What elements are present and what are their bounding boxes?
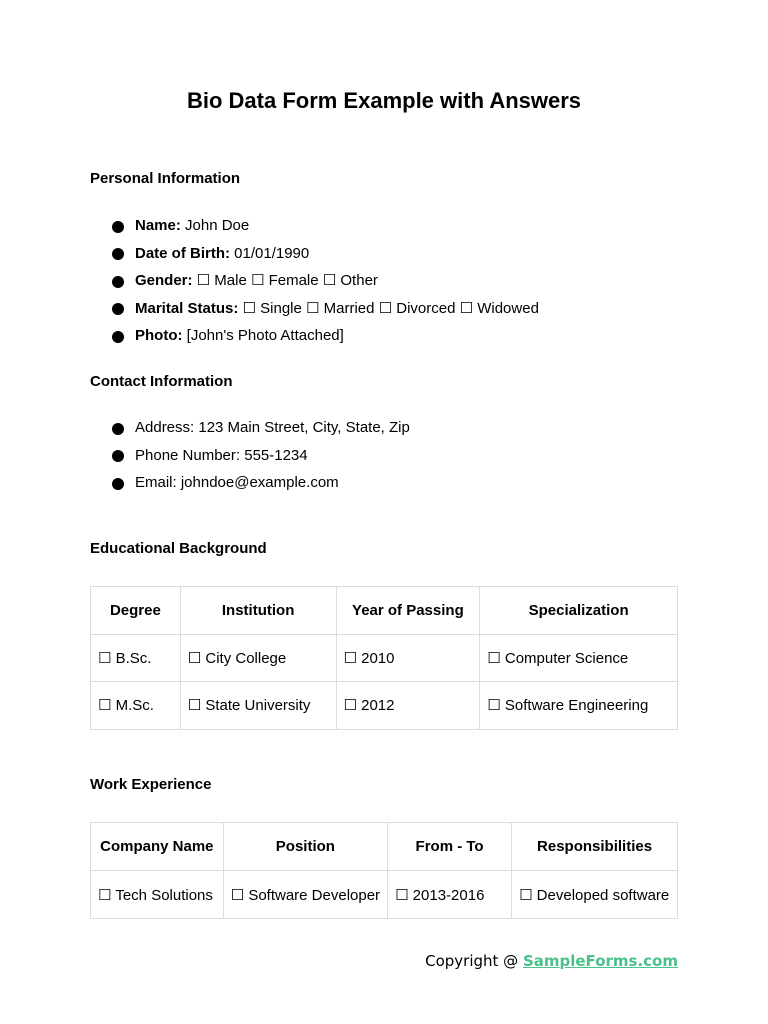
bullet-icon xyxy=(112,248,124,260)
field-label: Marital Status: xyxy=(135,299,239,317)
table-cell: ☐ Software Engineering xyxy=(480,682,678,730)
field-value: 01/01/1990 xyxy=(230,244,310,262)
table-header-row xyxy=(91,587,678,635)
personal-info-heading: Personal Information xyxy=(90,170,241,187)
contact-info-heading: Contact Information xyxy=(90,373,233,390)
column-header: Degree xyxy=(91,587,181,635)
table-row xyxy=(91,682,678,730)
copyright-text: Copyright @ xyxy=(425,952,523,970)
table-cell: ☐ Tech Solutions xyxy=(91,871,224,919)
list-item xyxy=(110,322,539,350)
table-cell: ☐ 2012 xyxy=(336,682,480,730)
column-header: Institution xyxy=(180,587,336,635)
list-item xyxy=(110,295,539,323)
work-heading: Work Experience xyxy=(90,776,212,793)
bullet-icon xyxy=(112,276,124,288)
column-header: Position xyxy=(223,823,387,871)
bullet-icon xyxy=(112,331,124,343)
bullet-icon xyxy=(112,423,124,435)
list-item xyxy=(110,212,539,240)
personal-info-list xyxy=(110,212,539,350)
contact-email: Email: johndoe@example.com xyxy=(135,474,339,491)
field-value: ☐ Male ☐ Female ☐ Other xyxy=(192,272,378,289)
field-value: ☐ Single ☐ Married ☐ Divorced ☐ Widowed xyxy=(238,299,539,317)
table-cell: ☐ City College xyxy=(180,634,336,682)
table-cell: ☐ B.Sc. xyxy=(91,634,181,682)
bullet-icon xyxy=(112,450,124,462)
page-title: Bio Data Form Example with Answers xyxy=(186,88,582,113)
contact-info-list xyxy=(110,414,410,497)
education-heading: Educational Background xyxy=(90,540,267,557)
table-cell: ☐ Software Developer xyxy=(223,871,387,919)
column-header: Responsibilities xyxy=(512,823,678,871)
table-cell: ☐ Computer Science xyxy=(480,634,678,682)
sampleforms-link[interactable]: SampleForms.com xyxy=(522,952,678,970)
table-cell: ☐ State University xyxy=(180,682,336,730)
column-header: Year of Passing xyxy=(336,587,480,635)
table-header-row xyxy=(91,823,678,871)
education-table xyxy=(90,586,678,730)
column-header: Company Name xyxy=(91,823,224,871)
bullet-icon xyxy=(112,478,124,490)
field-label: Gender: xyxy=(135,272,193,289)
bullet-icon xyxy=(112,221,124,233)
field-value: [John's Photo Attached] xyxy=(182,327,344,344)
list-item xyxy=(110,240,539,268)
table-cell: ☐ Developed software xyxy=(512,871,678,919)
work-table xyxy=(90,822,678,919)
contact-address: Address: 123 Main Street, City, State, Zip xyxy=(135,419,410,436)
field-label: Name: xyxy=(135,217,181,234)
field-label: Date of Birth: xyxy=(135,244,230,262)
table-cell: ☐ 2013-2016 xyxy=(388,871,512,919)
copyright-footer xyxy=(425,952,678,970)
table-row xyxy=(91,634,678,682)
field-label: Photo: xyxy=(135,327,183,344)
list-item xyxy=(110,414,410,442)
column-header: From - To xyxy=(388,823,512,871)
table-cell: ☐ M.Sc. xyxy=(91,682,181,730)
list-item xyxy=(110,267,539,295)
table-cell: ☐ 2010 xyxy=(336,634,480,682)
bullet-icon xyxy=(112,303,124,315)
contact-phone: Phone Number: 555-1234 xyxy=(135,446,308,464)
column-header: Specialization xyxy=(480,587,678,635)
field-value: John Doe xyxy=(180,217,250,234)
list-item xyxy=(110,442,410,470)
list-item xyxy=(110,469,410,497)
table-row xyxy=(91,871,678,919)
